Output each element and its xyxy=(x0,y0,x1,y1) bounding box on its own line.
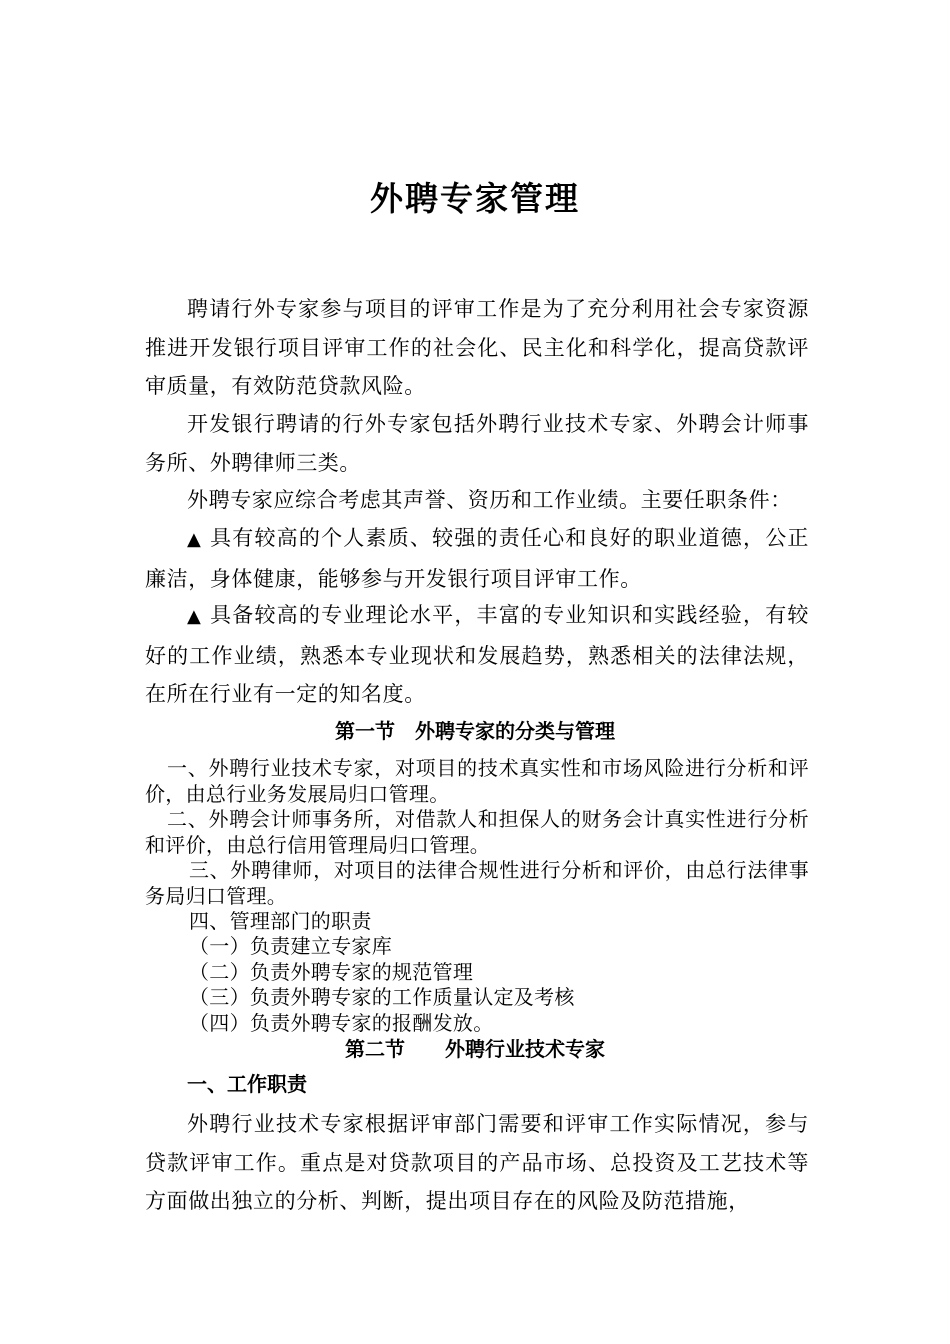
duty-item-4: （四）负责外聘专家的报酬发放。 xyxy=(189,1011,494,1035)
intro-paragraph-3: 外聘专家应综合考虑其声誉、资历和工作业绩。主要任职条件： xyxy=(187,488,792,512)
condition-item-1 xyxy=(145,519,809,598)
section-1-item-1: 一、外聘行业技术专家，对项目的技术真实性和市场风险进行分析和评价，由总行业务发展局归口管理。 xyxy=(145,756,809,806)
triangle-bullet-icon: ▲ xyxy=(187,606,203,627)
section-2-heading: 第二节 外聘行业技术专家 xyxy=(345,1037,605,1061)
duty-item-1: （一）负责建立专家库 xyxy=(189,934,392,958)
section-2-body: 外聘行业技术专家根据评审部门需要和评审工作实际情况，参与贷款评审工作。重点是对贷款项目的产品市场、总投资及工艺技术等方面做出独立的分析、判断，提出项目存在的风险及防范措施， xyxy=(145,1112,809,1213)
condition-item-2 xyxy=(145,596,809,714)
condition-text: 具有较高的个人素质、较强的责任心和良好的职业道德，公正廉洁，身体健康，能够参与开发银行项目评审工作。 xyxy=(145,526,809,591)
section-1-item-2: 二、外聘会计师事务所，对借款人和担保人的财务会计真实性进行分析和评价，由总行信用管理局归口管理。 xyxy=(145,807,809,857)
duties-heading: 四、管理部门的职责 xyxy=(189,909,372,933)
intro-paragraph-2: 开发银行聘请的行外专家包括外聘行业技术专家、外聘会计师事务所、外聘律师三类。 xyxy=(145,412,809,475)
section-1-item-3: 三、外聘律师，对项目的法律合规性进行分析和评价，由总行法律事务局归口管理。 xyxy=(145,858,809,908)
intro-paragraph-1: 聘请行外专家参与项目的评审工作是为了充分利用社会专家资源推进开发银行项目评审工作的社会化、民主化和科学化，提高贷款评审质量，有效防范贷款风险。 xyxy=(145,297,809,398)
duty-item-3: （三）负责外聘专家的工作质量认定及考核 xyxy=(189,985,575,1009)
section-1-heading: 第一节 外聘专家的分类与管理 xyxy=(335,719,615,743)
duty-item-2: （二）负责外聘专家的规范管理 xyxy=(189,960,474,984)
section-2-subheading: 一、工作职责 xyxy=(187,1072,307,1096)
triangle-bullet-icon: ▲ xyxy=(187,529,203,550)
condition-text: 具备较高的专业理论水平，丰富的专业知识和实践经验，有较好的工作业绩，熟悉本专业现状和发展趋势，熟悉相关的法律法规，在所在行业有一定的知名度。 xyxy=(145,603,809,706)
document-title: 外聘专家管理 xyxy=(370,179,580,218)
